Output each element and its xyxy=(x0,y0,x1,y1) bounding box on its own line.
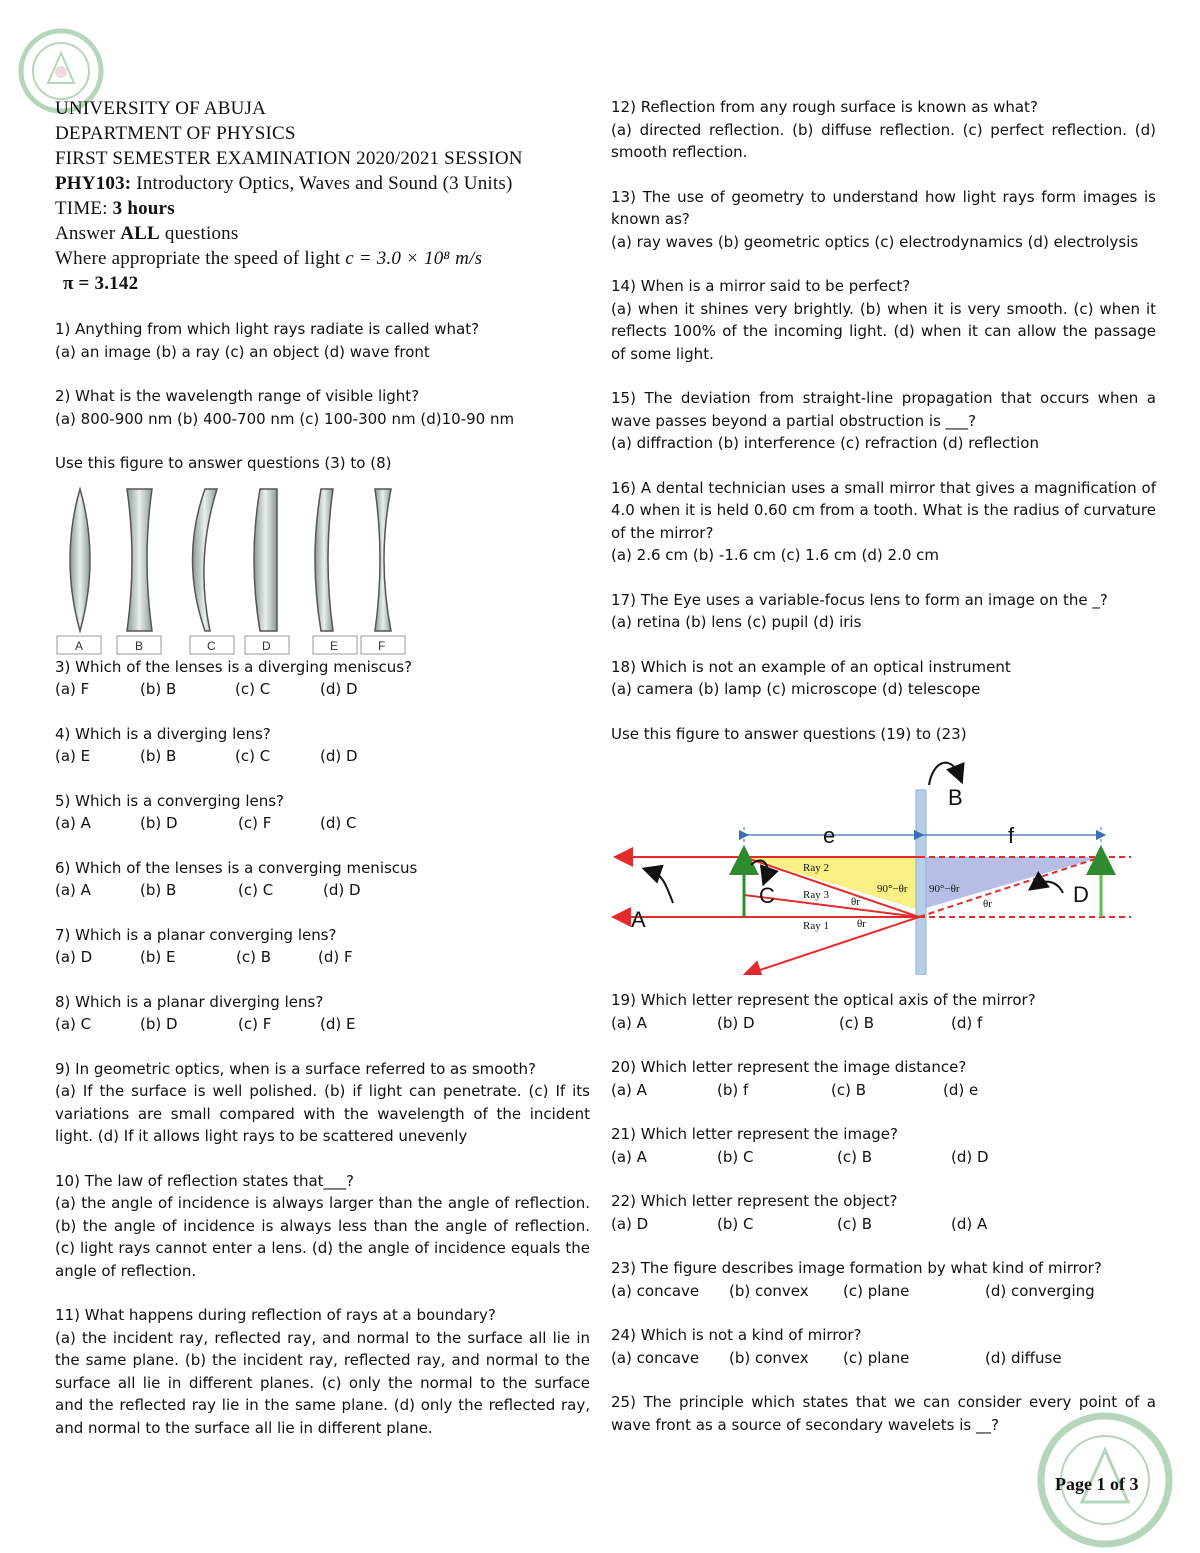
lens-label-c: C xyxy=(207,638,216,653)
lens-label-b: B xyxy=(135,638,144,653)
pi-formula: π = 3.142 xyxy=(63,273,139,294)
question-options: (a) 800-900 nm (b) 400-700 nm (c) 100-300 nm (d)10-90 nm xyxy=(55,409,515,428)
option-d: (d) D xyxy=(320,747,358,765)
time-line xyxy=(55,196,590,221)
lens-d-planoconvex xyxy=(254,489,277,631)
question-options: (a) ray waves (b) geometric optics (c) electrodynamics (d) electrolysis xyxy=(611,232,1139,251)
lens-figure-intro: Use this figure to answer questions (3) to (8) xyxy=(55,454,392,472)
option-b: (b) f xyxy=(717,1080,749,1099)
course-title: Introductory Optics, Waves and Sound (3 Units) xyxy=(131,173,513,194)
question-19 xyxy=(611,989,1156,1034)
option-a: (a) A xyxy=(55,881,91,899)
question-21 xyxy=(611,1123,1156,1168)
option-b: (b) D xyxy=(717,1013,755,1032)
question-7 xyxy=(55,924,590,969)
mirror-plane xyxy=(916,790,926,975)
question-11 xyxy=(55,1304,590,1439)
question-options: (a) when it shines very brightly. (b) when it is very smooth. (c) when it reflects 100% of the incoming light. (d) when it can allow the passage of some light. xyxy=(611,299,1156,363)
lens-label-e: E xyxy=(330,638,339,653)
question-stem: 11) What happens during reflection of rays at a boundary? xyxy=(55,1306,496,1324)
question-3 xyxy=(55,656,590,701)
question-4 xyxy=(55,723,590,768)
label-a: A xyxy=(631,907,646,932)
answer-all: ALL xyxy=(120,223,160,244)
option-b: (b) C xyxy=(717,1214,754,1233)
speed-formula: c = 3.0 × 10⁸ m/s xyxy=(345,248,483,269)
time-value: 3 hours xyxy=(112,198,175,219)
question-stem: 2) What is the wavelength range of visible light? xyxy=(55,387,420,405)
speed-of-light-line xyxy=(55,246,590,271)
option-b: (b) D xyxy=(140,1015,178,1033)
ray-1-label: Ray 1 xyxy=(803,920,829,932)
option-c: (c) C xyxy=(235,680,271,698)
question-stem: 8) Which is a planar diverging lens? xyxy=(55,992,324,1011)
label-d: D xyxy=(1073,882,1089,907)
question-options xyxy=(55,946,590,969)
question-5 xyxy=(55,790,590,835)
option-b: (b) B xyxy=(140,747,177,765)
option-c: (c) B xyxy=(837,1147,873,1166)
option-b: (b) B xyxy=(140,881,177,899)
option-a: (a) A xyxy=(611,1080,647,1099)
option-b: (b) D xyxy=(140,814,178,832)
question-14 xyxy=(611,275,1156,365)
pointer-arrow-d xyxy=(1036,882,1063,893)
speed-text: Where appropriate the speed of light xyxy=(55,248,346,269)
label-f: f xyxy=(1008,823,1015,848)
theta-label-1: θr xyxy=(851,896,860,908)
page-number: Page 1 of 3 xyxy=(1055,1474,1139,1494)
question-options: (a) camera (b) lamp (c) microscope (d) telescope xyxy=(611,680,981,698)
theta-label-3: θr xyxy=(983,898,992,910)
question-24 xyxy=(611,1324,1156,1369)
label-e: e xyxy=(823,823,836,848)
left-column xyxy=(55,96,590,1461)
option-a: (a) C xyxy=(55,1015,92,1033)
lens-c-meniscus xyxy=(193,489,218,631)
question-stem: 3) Which of the lenses is a diverging meniscus? xyxy=(55,657,413,676)
question-options: (a) retina (b) lens (c) pupil (d) iris xyxy=(611,613,862,631)
question-15 xyxy=(611,387,1156,455)
question-options xyxy=(611,1146,1156,1169)
question-stem: 7) Which is a planar converging lens? xyxy=(55,925,337,944)
time-label: TIME: xyxy=(55,198,113,219)
option-c: (c) B xyxy=(837,1214,873,1233)
option-c: (c) C xyxy=(238,881,274,899)
label-c: C xyxy=(759,883,775,908)
option-a: (a) A xyxy=(55,814,91,832)
question-9 xyxy=(55,1058,590,1148)
course-line xyxy=(55,171,590,196)
question-options: (a) 2.6 cm (b) -1.6 cm (c) 1.6 cm (d) 2.0 cm xyxy=(611,546,940,564)
lens-figure xyxy=(55,481,415,656)
option-d: (d) C xyxy=(320,814,357,832)
option-a: (a) concave xyxy=(611,1348,700,1367)
option-d: (d) D xyxy=(323,881,361,899)
option-a: (a) A xyxy=(611,1147,647,1166)
question-options xyxy=(55,678,590,701)
question-options xyxy=(611,1213,1156,1236)
question-options: (a) an image (b) a ray (c) an object (d) wave front xyxy=(55,342,430,361)
question-options xyxy=(611,1012,1156,1035)
question-stem: 25) The principle which states that we can consider every point of a wave front as a source of secondary wavelets is __? xyxy=(611,1393,1156,1434)
question-2 xyxy=(55,385,590,430)
question-stem: 4) Which is a diverging lens? xyxy=(55,724,271,743)
question-1 xyxy=(55,318,590,363)
question-options: (a) diffraction (b) interference (c) refraction (d) reflection xyxy=(611,434,1039,452)
question-20 xyxy=(611,1056,1156,1101)
answer-suffix: questions xyxy=(159,223,239,244)
question-stem: 10) The law of reflection states that___? xyxy=(55,1171,354,1190)
question-stem: 24) Which is not a kind of mirror? xyxy=(611,1326,862,1344)
option-c: (c) B xyxy=(831,1080,867,1099)
option-d: (d) D xyxy=(320,680,358,698)
question-options xyxy=(611,1079,1156,1102)
option-a: (a) A xyxy=(611,1013,647,1032)
course-code: PHY103: xyxy=(55,173,132,194)
question-stem: 19) Which letter represent the optical axis of the mirror? xyxy=(611,991,1036,1009)
department-name: DEPARTMENT OF PHYSICS xyxy=(55,123,296,144)
question-18 xyxy=(611,656,1156,701)
question-13 xyxy=(611,186,1156,254)
answer-instruction xyxy=(55,221,590,246)
option-c: (c) plane xyxy=(843,1348,910,1367)
question-22 xyxy=(611,1190,1156,1235)
pointer-arrow-b xyxy=(929,763,959,785)
option-d: (d) E xyxy=(320,1015,356,1033)
question-stem: 23) The figure describes image formation by what kind of mirror? xyxy=(611,1259,1102,1277)
question-stem: 20) Which letter represent the image distance? xyxy=(611,1058,967,1076)
question-stem: 16) A dental technician uses a small mirror that gives a magnification of 4.0 when it is held 0.60 cm from a tooth. What is the radius of curvature of the mirror? xyxy=(611,478,1156,542)
lens-label-a: A xyxy=(75,638,84,653)
question-options xyxy=(55,879,590,902)
question-23 xyxy=(611,1257,1156,1302)
question-10 xyxy=(55,1170,590,1283)
exam-title: FIRST SEMESTER EXAMINATION 2020/2021 SESSION xyxy=(55,148,523,169)
question-6 xyxy=(55,857,590,902)
option-c: (c) B xyxy=(236,948,272,966)
option-c: (c) F xyxy=(238,814,272,832)
question-8 xyxy=(55,991,590,1036)
question-16 xyxy=(611,477,1156,567)
option-d: (d) D xyxy=(951,1147,989,1166)
option-a: (a) D xyxy=(55,948,93,966)
ray-1-reflected xyxy=(751,917,919,973)
option-b: (b) B xyxy=(140,680,177,698)
angle-label-left: 90°−θr xyxy=(877,883,908,895)
option-d: (d) A xyxy=(951,1214,988,1233)
option-b: (b) convex xyxy=(729,1348,809,1367)
angle-label-right: 90°−θr xyxy=(929,883,960,895)
question-stem: 1) Anything from which light rays radiate is called what? xyxy=(55,320,480,338)
exam-header xyxy=(55,96,590,296)
question-options xyxy=(611,1347,1156,1370)
question-options xyxy=(55,812,590,835)
question-stem: 13) The use of geometry to understand how light rays form images is known as? xyxy=(611,187,1156,228)
option-d: (d) F xyxy=(318,948,353,966)
lens-f-meniscus xyxy=(375,489,391,631)
lens-label-f: F xyxy=(378,638,386,653)
option-c: (c) B xyxy=(839,1013,875,1032)
university-name: UNIVERSITY OF ABUJA xyxy=(55,98,267,119)
question-stem: 14) When is a mirror said to be perfect? xyxy=(611,277,911,295)
ray-2-label: Ray 2 xyxy=(803,862,829,874)
option-d: (d) e xyxy=(943,1080,979,1099)
option-d: (d) f xyxy=(951,1013,983,1032)
pi-line xyxy=(55,271,590,296)
question-stem: 15) The deviation from straight-line propagation that occurs when a wave passes beyond a partial obstruction is ___? xyxy=(611,389,1156,430)
option-a: (a) F xyxy=(55,680,90,698)
question-stem: 17) The Eye uses a variable-focus lens to form an image on the _? xyxy=(611,590,1108,609)
question-stem: 21) Which letter represent the image? xyxy=(611,1125,898,1143)
question-stem: 5) Which is a converging lens? xyxy=(55,791,285,810)
question-options xyxy=(611,1280,1156,1303)
pointer-arrow-a xyxy=(651,871,673,903)
question-options xyxy=(55,745,590,768)
question-stem: 9) In geometric optics, when is a surface referred to as smooth? xyxy=(55,1059,536,1078)
option-d: (d) converging xyxy=(985,1281,1095,1300)
ray-3-label: Ray 3 xyxy=(803,889,829,901)
option-a: (a) E xyxy=(55,747,91,765)
option-b: (b) convex xyxy=(729,1281,809,1300)
question-12 xyxy=(611,96,1156,164)
right-column xyxy=(611,96,1156,1458)
mirror-figure-intro: Use this figure to answer questions (19) to (23) xyxy=(611,724,967,743)
question-17 xyxy=(611,589,1156,634)
question-options: (a) If the surface is well polished. (b) if light can penetrate. (c) If its variations are small compared with the wavelength of the incident light. (d) If it allows light rays to be scattered unevenly xyxy=(55,1082,590,1145)
option-d: (d) diffuse xyxy=(985,1348,1062,1367)
theta-label-2: θr xyxy=(857,918,866,930)
option-c: (c) F xyxy=(238,1015,272,1033)
lens-e-planoconcave xyxy=(315,489,333,631)
question-options: (a) the angle of incidence is always larger than the angle of reflection. (b) the angle of incidence is always less than the angle of reflection. (c) light rays cannot enter a lens. (d) the angle of incidence equals the angle of reflection. xyxy=(55,1194,590,1280)
answer-prefix: Answer xyxy=(55,223,121,244)
option-b: (b) C xyxy=(717,1147,754,1166)
question-options: (a) directed reflection. (b) diffuse reflection. (c) perfect reflection. (d) smooth reflection. xyxy=(611,120,1156,161)
mirror-ray-diagram xyxy=(611,745,1151,975)
option-c: (c) plane xyxy=(843,1281,910,1300)
lens-label-d: D xyxy=(262,638,271,653)
question-stem: 22) Which letter represent the object? xyxy=(611,1192,898,1210)
question-options: (a) the incident ray, reflected ray, and normal to the surface all lie in the same plane. (b) the incident ray, reflected ray, and normal to the surface all lie in different planes. (c) only the normal to the surface and the reflected ray lie in the same plane. (d) only the reflected ray, and normal to the surface all lie in different plane. xyxy=(55,1328,590,1437)
question-stem: 18) Which is not an example of an optical instrument xyxy=(611,657,1011,676)
label-b: B xyxy=(948,785,963,810)
option-c: (c) C xyxy=(235,747,271,765)
option-b: (b) E xyxy=(140,948,176,966)
option-a: (a) concave xyxy=(611,1281,700,1300)
question-options xyxy=(55,1013,590,1036)
question-25 xyxy=(611,1391,1156,1436)
lens-b-biconcave xyxy=(127,489,152,631)
question-stem: 6) Which of the lenses is a converging meniscus xyxy=(55,858,418,877)
option-a: (a) D xyxy=(611,1214,649,1233)
lens-a-biconvex xyxy=(70,489,90,631)
question-stem: 12) Reflection from any rough surface is known as what? xyxy=(611,98,1038,116)
